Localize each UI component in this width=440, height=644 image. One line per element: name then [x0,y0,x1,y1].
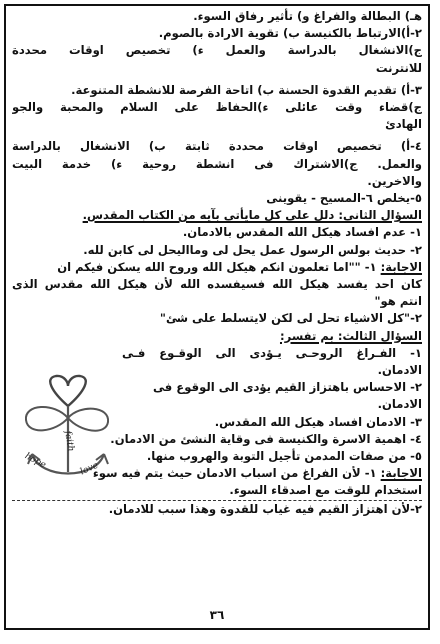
love-word: love [78,460,100,478]
question-item: ١- الفـراغ الروحـى يـؤدى الى الوقـوع فـى [122,345,422,360]
faith-hope-love-anchor-illustration [14,372,122,488]
answer-line: كان احد يفسد هيكل الله فسيفسده الله لأن هيكل الله مقدس الذى [12,277,422,292]
answer-block: الاجابة: ١- ""اما تعلمون انكم هيكل الله وروح الله يسكن فيكم ان [57,259,422,274]
answer-line: ج)الانشغال بالدراسة والعمل ء) تخصيص اوقات محددة [12,43,422,58]
answer-line: الهادئ [385,117,422,132]
answer-line: والعمل. ج)الاشتراك فى انشطة روحية ء) خدمة البيت [12,156,422,171]
answer-line: استخدام للوقت مع اصدقاء السوء. [12,482,422,500]
page-number: ٣٦ [209,608,225,622]
answer-label: الاجابة: [380,259,422,274]
question-item: ٣- الادمان افساد هيكل الله المقدس. [214,414,422,429]
answer-line: ٤-أ) تخصيص اوقات محددة ثابتة ب) الانشغال بالدراسة [12,139,422,154]
question-item: ٢- الاحساس باهتزاز القيم يؤدى الى الوقوع فى [152,380,422,395]
question-item: الادمان. [377,363,422,378]
question-item: ٥- من صفات المدمن تأجيل التوبة والهروب منها. [146,449,422,464]
answer-line: للانترنت [375,60,422,75]
answer-line: ٥-يخلص ٦-المسيح - يقوينى [266,191,422,206]
question-item: ٤- اهمية الاسرة والكنيسة فى وقاية النشئ من الادمان. [110,431,422,446]
answer-line: ٢-لأن اهتزاز القيم فيه غياب للقدوة وهذا سبب للادمان. [108,501,422,516]
hope-word: hope [22,451,48,471]
answer-line: ٢-أ)الارتباط بالكنيسة ب) تقوية الارادة بالصوم. [158,26,422,41]
question-item: ١- عدم افساد هيكل الله المقدس بالادمان. [182,225,422,240]
question-2-heading: السؤال الثانى: دلل على كل مايأتى بآيه من الكتاب المقدس. [82,208,422,223]
question-3-heading: السؤال الثالث: بم تفسر: [279,328,422,343]
document-page [4,4,430,630]
question-item: ٢- حديث بولس الرسول عمل يحل لى ومااليحل لى كابن لله. [83,242,422,257]
faith-word: faith [62,430,76,453]
answer-label: الاجابة: [380,466,422,481]
answer-line: ٣-أ) تقديم القدوة الحسنة ب) اتاحة الفرصة للانشطة المتنوعة. [71,82,422,97]
answer-line: انتم هو" [374,294,422,309]
answer-line: ٢-"كل الاشياء تحل لى لكن لايتسلط على شئ" [159,311,422,326]
answer-line: والاخرين. [367,173,422,188]
answer-line: هـ) البطالة والفراغ و) تأثير رفاق السوء. [193,9,422,23]
answer-line: ج)قضاء وقت عائلى ء)الحفاظ على السلام والمحبة والجو [12,100,422,115]
answer-block: الاجابة: ١- لأن الفراغ من اسباب الادمان حيث يتم فيه سوء [92,466,422,481]
question-item: الادمان. [377,397,422,412]
